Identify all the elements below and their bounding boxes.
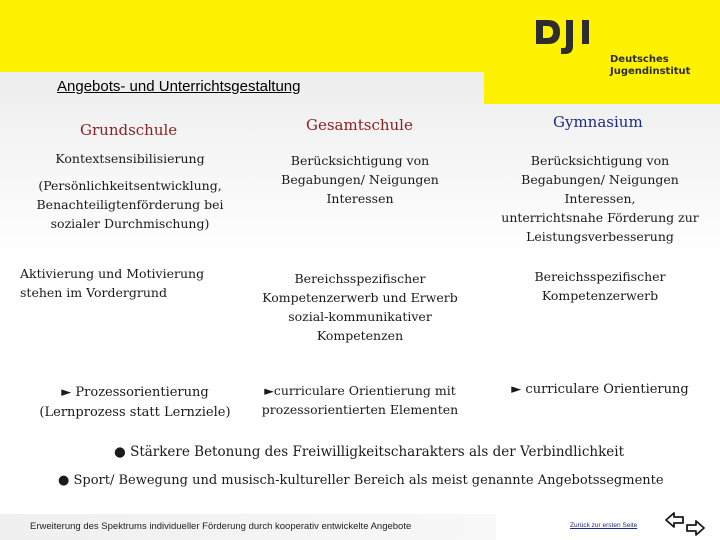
text-line: unterrichtsnahe Förderung zur bbox=[501, 210, 699, 225]
text-line: prozessorientierten Elementen bbox=[261, 402, 459, 417]
back-to-first-page-link[interactable]: Zurück zur ersten Seite bbox=[570, 522, 638, 529]
text-line: Kompetenzerwerb und Erwerb bbox=[262, 290, 458, 305]
text-line: (Lernprozess statt Lernziele) bbox=[39, 405, 231, 420]
text-line: Berücksichtigung von bbox=[530, 153, 670, 168]
arrows-svg bbox=[664, 511, 706, 537]
text-line: Kompetenzerwerb bbox=[541, 288, 659, 303]
grundschule-item-2 bbox=[20, 176, 240, 233]
text-line: Leistungsverbesserung bbox=[526, 229, 674, 244]
text-line: Berücksichtigung von bbox=[290, 153, 430, 168]
gesamtschule-item-1 bbox=[250, 151, 470, 208]
grundschule-item-4 bbox=[20, 383, 250, 423]
logo-text bbox=[610, 54, 700, 78]
heading-gymnasium: Gymnasium bbox=[553, 113, 643, 131]
text-line: Begabungen/ Neigungen bbox=[281, 172, 439, 187]
text-line: Begabungen/ Neigungen bbox=[521, 172, 679, 187]
text-line: stehen im Vordergrund bbox=[20, 285, 167, 300]
gesamtschule-item-2 bbox=[250, 269, 470, 345]
grundschule-item-3 bbox=[20, 264, 240, 302]
back-forward-arrows-icon[interactable] bbox=[664, 511, 706, 537]
text-line: Kompetenzen bbox=[316, 328, 404, 343]
dji-logo bbox=[534, 16, 691, 86]
text-line: ► Prozessorientierung bbox=[61, 385, 209, 400]
gesamtschule-item-3 bbox=[250, 381, 470, 419]
logo-line-1: Deutsches bbox=[610, 54, 669, 65]
gymnasium-item-1 bbox=[488, 151, 712, 246]
footer-text: Erweiterung des Spektrums individueller Förderung durch kooperativ entwickelte Angebote bbox=[30, 521, 412, 532]
text-line: Interessen, bbox=[564, 191, 636, 206]
text-line: Interessen bbox=[326, 191, 394, 206]
text-line: (Persönlichkeitsentwicklung, bbox=[38, 178, 222, 193]
header-yellow-bar bbox=[0, 0, 484, 72]
gymnasium-item-3 bbox=[488, 380, 712, 399]
text-line: Benachteiligtenförderung bei bbox=[36, 197, 224, 212]
page-title: Angebots- und Unterrichtsgestaltung bbox=[57, 78, 301, 95]
bullet-2: ● Sport/ Bewegung und musisch-kultureller Bereich als meist genannte Angebotssegmente bbox=[58, 473, 664, 488]
text-line: ►curriculare Orientierung mit bbox=[264, 383, 456, 398]
text-line: sozialer Durchmischung) bbox=[50, 216, 210, 231]
text-line: Bereichsspezifischer bbox=[294, 271, 426, 286]
text-line: sozial-kommunikativer bbox=[288, 309, 432, 324]
text-line: Aktivierung und Motivierung bbox=[20, 266, 205, 281]
text-line: ► curriculare Orientierung bbox=[511, 382, 689, 397]
text-line: Bereichsspezifischer bbox=[534, 269, 666, 284]
dji-logo-mark bbox=[534, 16, 604, 56]
heading-grundschule: Grundschule bbox=[80, 121, 178, 139]
grundschule-item-1 bbox=[20, 149, 240, 168]
gymnasium-item-2 bbox=[488, 267, 712, 305]
bullet-1: ● Stärkere Betonung des Freiwilligkeitscharakters als der Verbindlichkeit bbox=[114, 444, 625, 460]
text-line: Kontextsensibilisierung bbox=[55, 151, 205, 166]
heading-gesamtschule: Gesamtschule bbox=[306, 116, 413, 134]
logo-line-2: Jugendinstitut bbox=[610, 66, 691, 77]
